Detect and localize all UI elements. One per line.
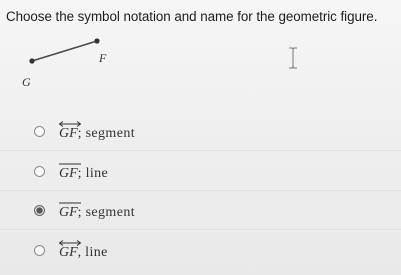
segment-bar-icon: [58, 160, 82, 168]
segment-bar-icon: [58, 199, 82, 207]
point-f-label: F: [99, 51, 107, 65]
notation-letters: GF: [59, 166, 78, 181]
option-label: [59, 121, 135, 142]
figure-name: segment: [85, 126, 136, 141]
point-g-label: G: [22, 75, 31, 89]
notation: [59, 200, 78, 221]
notation: [59, 240, 78, 261]
radio-button[interactable]: [34, 126, 45, 137]
radio-button[interactable]: [34, 245, 45, 256]
notation: [59, 161, 78, 182]
line-arrows-icon: [58, 120, 82, 128]
separator: ;: [77, 166, 82, 181]
point-g: [29, 58, 34, 63]
geometric-figure: [0, 30, 150, 100]
notation: [59, 121, 78, 142]
separator: ;: [77, 126, 82, 141]
option-3[interactable]: [0, 192, 401, 230]
option-label: [59, 240, 108, 261]
separator: ,: [77, 244, 82, 260]
figure-name: segment: [85, 205, 136, 220]
figure-segment: [32, 41, 97, 61]
option-1[interactable]: [0, 113, 401, 151]
radio-button[interactable]: [34, 166, 45, 177]
notation-letters: GF: [59, 205, 78, 220]
option-4[interactable]: [0, 231, 401, 269]
option-2[interactable]: [0, 153, 401, 191]
line-arrows-icon: [58, 239, 82, 247]
figure-name: line: [85, 244, 108, 260]
text-cursor-icon: [287, 47, 299, 69]
notation-letters: GF: [59, 244, 78, 260]
radio-button-selected[interactable]: [34, 205, 45, 216]
option-label: [59, 161, 108, 182]
option-label: [59, 200, 135, 221]
separator: ;: [77, 205, 82, 220]
point-f: [94, 38, 99, 43]
question-prompt: Choose the symbol notation and name for the geometric figure.: [6, 9, 378, 24]
figure-name: line: [85, 166, 109, 181]
notation-letters: GF: [59, 126, 78, 141]
